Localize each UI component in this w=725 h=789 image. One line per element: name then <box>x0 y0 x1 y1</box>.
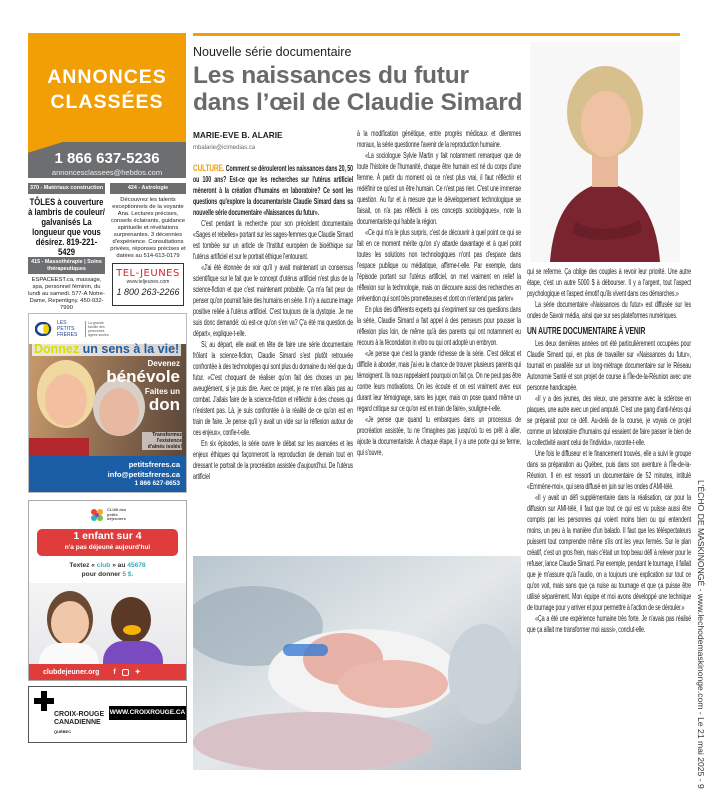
petits-freres-headline: Donnez un sens à la vie! <box>34 342 180 356</box>
article-author-email[interactable]: mbalarie@icimedias.ca <box>193 145 256 151</box>
article-headline: Les naissances du futur dans l’œil de Claudie Simard <box>193 62 523 116</box>
petits-freres-logo-icon <box>35 322 53 336</box>
paragraph: «J'ai été étonnée de voir qu'il y avait maintenant un consensus scientifique sur le fait que le concept d'utérus artificiel n'est plus de la science-fiction et que c'est maintenant probable. Ça m'a fait peur de penser qu'on pourrait faire des humains en série. Il n'y a aucune image positive reliée à l'utérus artificiel. C'est toujours de la dystopie. Je me suis donc demandé: où est-ce qu'on s'en va? Ç'a été ma question de départ», explique-t-elle. <box>193 263 353 338</box>
club-logo-icon <box>89 507 105 523</box>
boy-shirt <box>103 641 163 665</box>
classifieds-email[interactable]: annoncesclassees@hebdos.com <box>51 168 163 177</box>
paragraph: à la modification génétique, entre progrès médicaux et dilemmes moraux, la série questionne l'avenir de la reproduction humaine. <box>357 129 521 149</box>
paragraph: «Je pense que quand tu embarques dans un processus de procréation assistée, tu ne t'imagines pas jusqu'où tu es prêt à aller, ajoute la documentariste. À chaque étape, il y a une porte qui se ferme, qui s'ouvre, <box>357 415 521 457</box>
croix-rouge-ad[interactable] <box>28 686 187 743</box>
article-column-3 <box>527 266 691 635</box>
club-footer: clubdejeuner.org f ✦ <box>29 664 186 680</box>
paragraph: En six épisodes, la série ouvre le débat sur les avancées et les enjeux éthiques qui façonneront la reproduction de demain tout en dressant le portrait de la procréation assistée d'aujourd'hui. De l'utérus artificiel <box>193 439 353 481</box>
claudie-simard-portrait <box>530 42 680 262</box>
club-dejeuner-ad[interactable] <box>28 500 187 681</box>
teljeunes-url: www.teljeunes.com <box>126 279 170 285</box>
paragraph: La série documentaire «Naissances du futur» est diffusée sur les ondes de Savoir média, ainsi que sur ses plateformes numériques. <box>527 300 691 320</box>
article-kicker: Nouvelle série documentaire <box>193 45 352 59</box>
classified-ad-424 <box>110 183 186 260</box>
teljeunes-logo: TEL-JEUNES <box>116 268 180 279</box>
croix-rouge-name: CROIX-ROUGE CANADIENNE QUÉBEC <box>54 711 105 734</box>
croix-rouge-website[interactable]: WWW.CROIXROUGE.CA <box>109 706 186 720</box>
article-column-1 <box>193 163 353 482</box>
paragraph: C'est pendant la recherche pour son précédent documentaire «Sages et rebelles» portant sur les sages-femmes que Claudie Simard est tombée sur un article de l'Institut européen de bioéthique sur l'utérus artificiel et sur le portrait éthique l'entourant. <box>193 219 353 261</box>
teljeunes-ad[interactable] <box>112 263 184 306</box>
paragraph: «La sociologue Sylvie Martin y fait notamment remarquer que de toute l'histoire de l'humanité, chaque être humain est né du corps d'une femme. À partir du moment où ce n'est plus vrai, il faut réfléchir et redéfinir ce qu'est un être humain. Ce n'est pas rien. C'est une immense question. Au fur et à mesure que le développement technologique se faisait, on n'a pas réfléchi à ces concepts sociologiques», note la documentariste qui habite la région. <box>357 151 521 226</box>
classified-ad-415 <box>28 257 105 312</box>
classifieds-title: ANNONCES CLASSÉES <box>47 66 167 113</box>
classifieds-phone: 1 866 637-5236 <box>54 150 160 167</box>
paragraph: «Il y avait un défi supplémentaire dans la réalisation, car pour la diffusion sur AMI-télé, il faut que tout ce qui est vu puisse aussi être compris par les personnes qui voient moins bien ou qui entendent moins, un peu à la manière d'un balado. Il faut que les téléspectateurs puissent tout comprendre même s'ils ont les yeux fermés. Sur le plan créatif, c'est un gros frein, mais c'était un trop beau défi à relever pour le refuser, lance Claudie Simard. Par exemple, pendant le tournage, il fallait que je m'assure qu'à l'audio, on a toujours une explication sur tout ce qu'on voit, mais sans que ça nuise au tournage et que ça puisse être utilisé séparément. Mon équipe et moi avons développé une technique de tournage pour y arriver et pour permettre à l'action de se dérouler.» <box>527 493 691 612</box>
incubator-image <box>193 556 521 770</box>
teljeunes-phone: 1 800 263-2266 <box>116 287 180 297</box>
paragraph: Une fois le diffuseur et le financement trouvés, elle a suivi le groupe dans sa préparation au Québec, puis dans son aventure à l'Île-de-la-Réunion. Il en est ressorti un documentaire de 52 minutes, intitulé «Emmène-moi», qui sera diffusé en juin sur les ondes d'AMI-télé. <box>527 449 691 491</box>
article-subheading: UN AUTRE DOCUMENTAIRE À VENIR <box>527 326 646 337</box>
paragraph: «Ce qui m'a le plus surpris, c'est de découvrir à quel point ce qui se fait en ce moment mérite qu'on s'y attarde davantage et à quel point toutes les solutions non technologiques n'ont pas d'espace dans l'espace publique ou médiatique, affirme-t-elle. Par exemple, dans l'épisode portant sur l'utérus artificiel, on met vraiment en relief la réflexion sur la technologie, mais on découvre aussi des recherches en prévention qui sont très prometteuses et dont on n'entend pas parler» <box>357 228 521 303</box>
classified-category: 370 - Matériaux construction <box>28 183 105 194</box>
girl-shirt <box>39 643 99 665</box>
club-cta: Textez « club » au 45678 pour donner 5 $. <box>69 562 146 578</box>
facebook-icon[interactable]: f <box>113 668 116 676</box>
girl-face <box>51 601 89 645</box>
paragraph: «Je pense que c'est la grande richesse de la série. C'est délicat et difficile à aborder, mais j'ai eu la chance de trouver plusieurs parents qui témoignent. Ils nous rappelaient pourquoi on fait ça. On ne peut pas être contre leurs motivations. On les écoute et on est vraiment avec eux durant leur témoignage, sans les juger, mais on pose quand même un regard critique sur ce qu'on est en train de faire», souligne-t-elle. <box>357 349 521 413</box>
newborn-incubator-photo <box>193 556 521 770</box>
boy-face <box>111 597 151 643</box>
section-label: CULTURE. <box>193 163 225 174</box>
red-cross-icon <box>34 691 54 711</box>
petits-freres-ad[interactable] <box>28 313 187 493</box>
orange-slice <box>123 625 141 635</box>
classified-text: ESPACEEST.ca, massage, spa, personnel féminin, du lundi au samedi. 577-A Notre-Dame, Repentigny. 450-932-7990 <box>28 277 105 311</box>
club-logo: CLUB des petits déjeuners <box>89 507 129 523</box>
club-headline: 1 enfant sur 4 n'a pas déjeuné aujourd'hui <box>37 529 178 556</box>
classified-ad-370 <box>28 183 105 258</box>
article-author: MARIE-EVE B. ALARIE <box>193 130 283 140</box>
petits-freres-logo: LES PETITS FRÈRES La grande famille des personnes âgées seules <box>35 320 111 338</box>
paragraph: Si, au départ, elle avait en tête de faire une série documentaire frôlant la science-fiction, Claudie Simard s'est plutôt retrouvée confrontée à des technologies qui sont plus du domaine du réel que du futur. «C'est choquant de réaliser qu'on fait des choses un peu aveuglément, si je puis dire. Avec ce projet, je ne m'en allais pas au combat. J'allais faire de la science-fiction et réfléchir à des choses qui n'existent pas. Là, je suis confrontée à la réalité de ce qu'on est en train de faire. Je pense qu'il y avait un vide sur la réflexion autour de ces enjeux», confie-t-elle. <box>193 340 353 437</box>
paragraph: «Il y a des jeunes, des vieux, une personne avec la sclérose en plaques, une autre avec un pied amputé. C'est une gang d'anti-héros qui se préparait pour ce défi. Au-delà de la course, je voyais ce projet comme un laboratoire d'humains qui essaient de faire passer le bien de la collectivité avant celui de l'individu», raconte-t-elle. <box>527 394 691 447</box>
paragraph: Les deux dernières années ont été particulièrement occupées pour Claudie Simard qui, en plus de travailler sur «Naissances du futur», tournait en parallèle sur un long-métrage documentaire sur le Réseau Autonomie Santé et son projet de course à l'Île-de-la-Réunion avec une personne handicapée. <box>527 339 691 392</box>
classifieds-header <box>28 33 186 178</box>
classified-category: 424 - Astrologie <box>110 183 186 194</box>
club-kids-photo <box>29 583 186 665</box>
classified-text: TÔLES à couverture à lambris de couleur/ galvanisés La longueur que vous désirez. 819-221-5429 <box>28 196 105 258</box>
instagram-icon[interactable] <box>122 669 129 676</box>
petits-freres-contact: petitsfreres.ca info@petitsfreres.ca 1 866 627-8653 <box>29 456 186 492</box>
woman-face <box>45 374 87 426</box>
red-sweater <box>29 438 89 458</box>
paragraph: «Ça a été une expérience humaine très forte. Je n'avais pas réalisé que ça allait me transformer moi aussi», conclut-elle. <box>527 614 691 634</box>
twitter-icon[interactable]: ✦ <box>134 669 141 676</box>
paragraph: qui se referme. Ça oblige des couples à revoir leur priorité. Une autre étape, c'est un autre 5000 $ à débourser. Il y a l'argent, tout l'aspect psychologique et l'aspect émotif qu'ils vivent dans ces démarches.» <box>527 267 691 298</box>
petits-freres-caption: Transformez l'existence d'aînés isolés! <box>142 432 182 450</box>
classified-text: Découvrez les talents exceptionnels de la voyante Ana. Lectures précises, conseils éclairants, guidance spirituelle et révélations surprenantes. 3 décennies d'expérience. Consultations privées, réponses précises et datées au 514-613-0179 <box>110 196 186 259</box>
article-column-2 <box>357 128 521 458</box>
paragraph: En plus des différents experts qui s'expriment sur ces questions dans la série, Claudie Simard a fait appel à des penseurs pour pousser la réflexion plus loin, de même qu'à des parents qui ont notamment eu recours à la fécondation in vitro ou qui ont adopté un embryon. <box>357 305 521 347</box>
classified-category: 415 - Massothérapie | Soins thérapeutiques <box>28 257 105 274</box>
page-folio: L'ÉCHO DE MASKINONGÉ - www.lechodemaskinonge.com - Le 21 mai 2025 - 9 <box>696 480 706 789</box>
article-lead: CULTURE. Comment se dérouleront les naissances dans 20, 50 ou 100 ans? Est-ce que les recherches sur l'utérus artificiel mèneront à la création d'humains en laboratoire? Ce sont les questions qu'explore la documentariste Claudie Simard dans sa nouvelle série documentaire «Naissances du futur». <box>193 163 353 217</box>
portrait-image <box>530 42 680 262</box>
article-top-rule <box>193 33 680 36</box>
petits-freres-callout: Devenez bénévole Faites un don <box>106 359 180 414</box>
